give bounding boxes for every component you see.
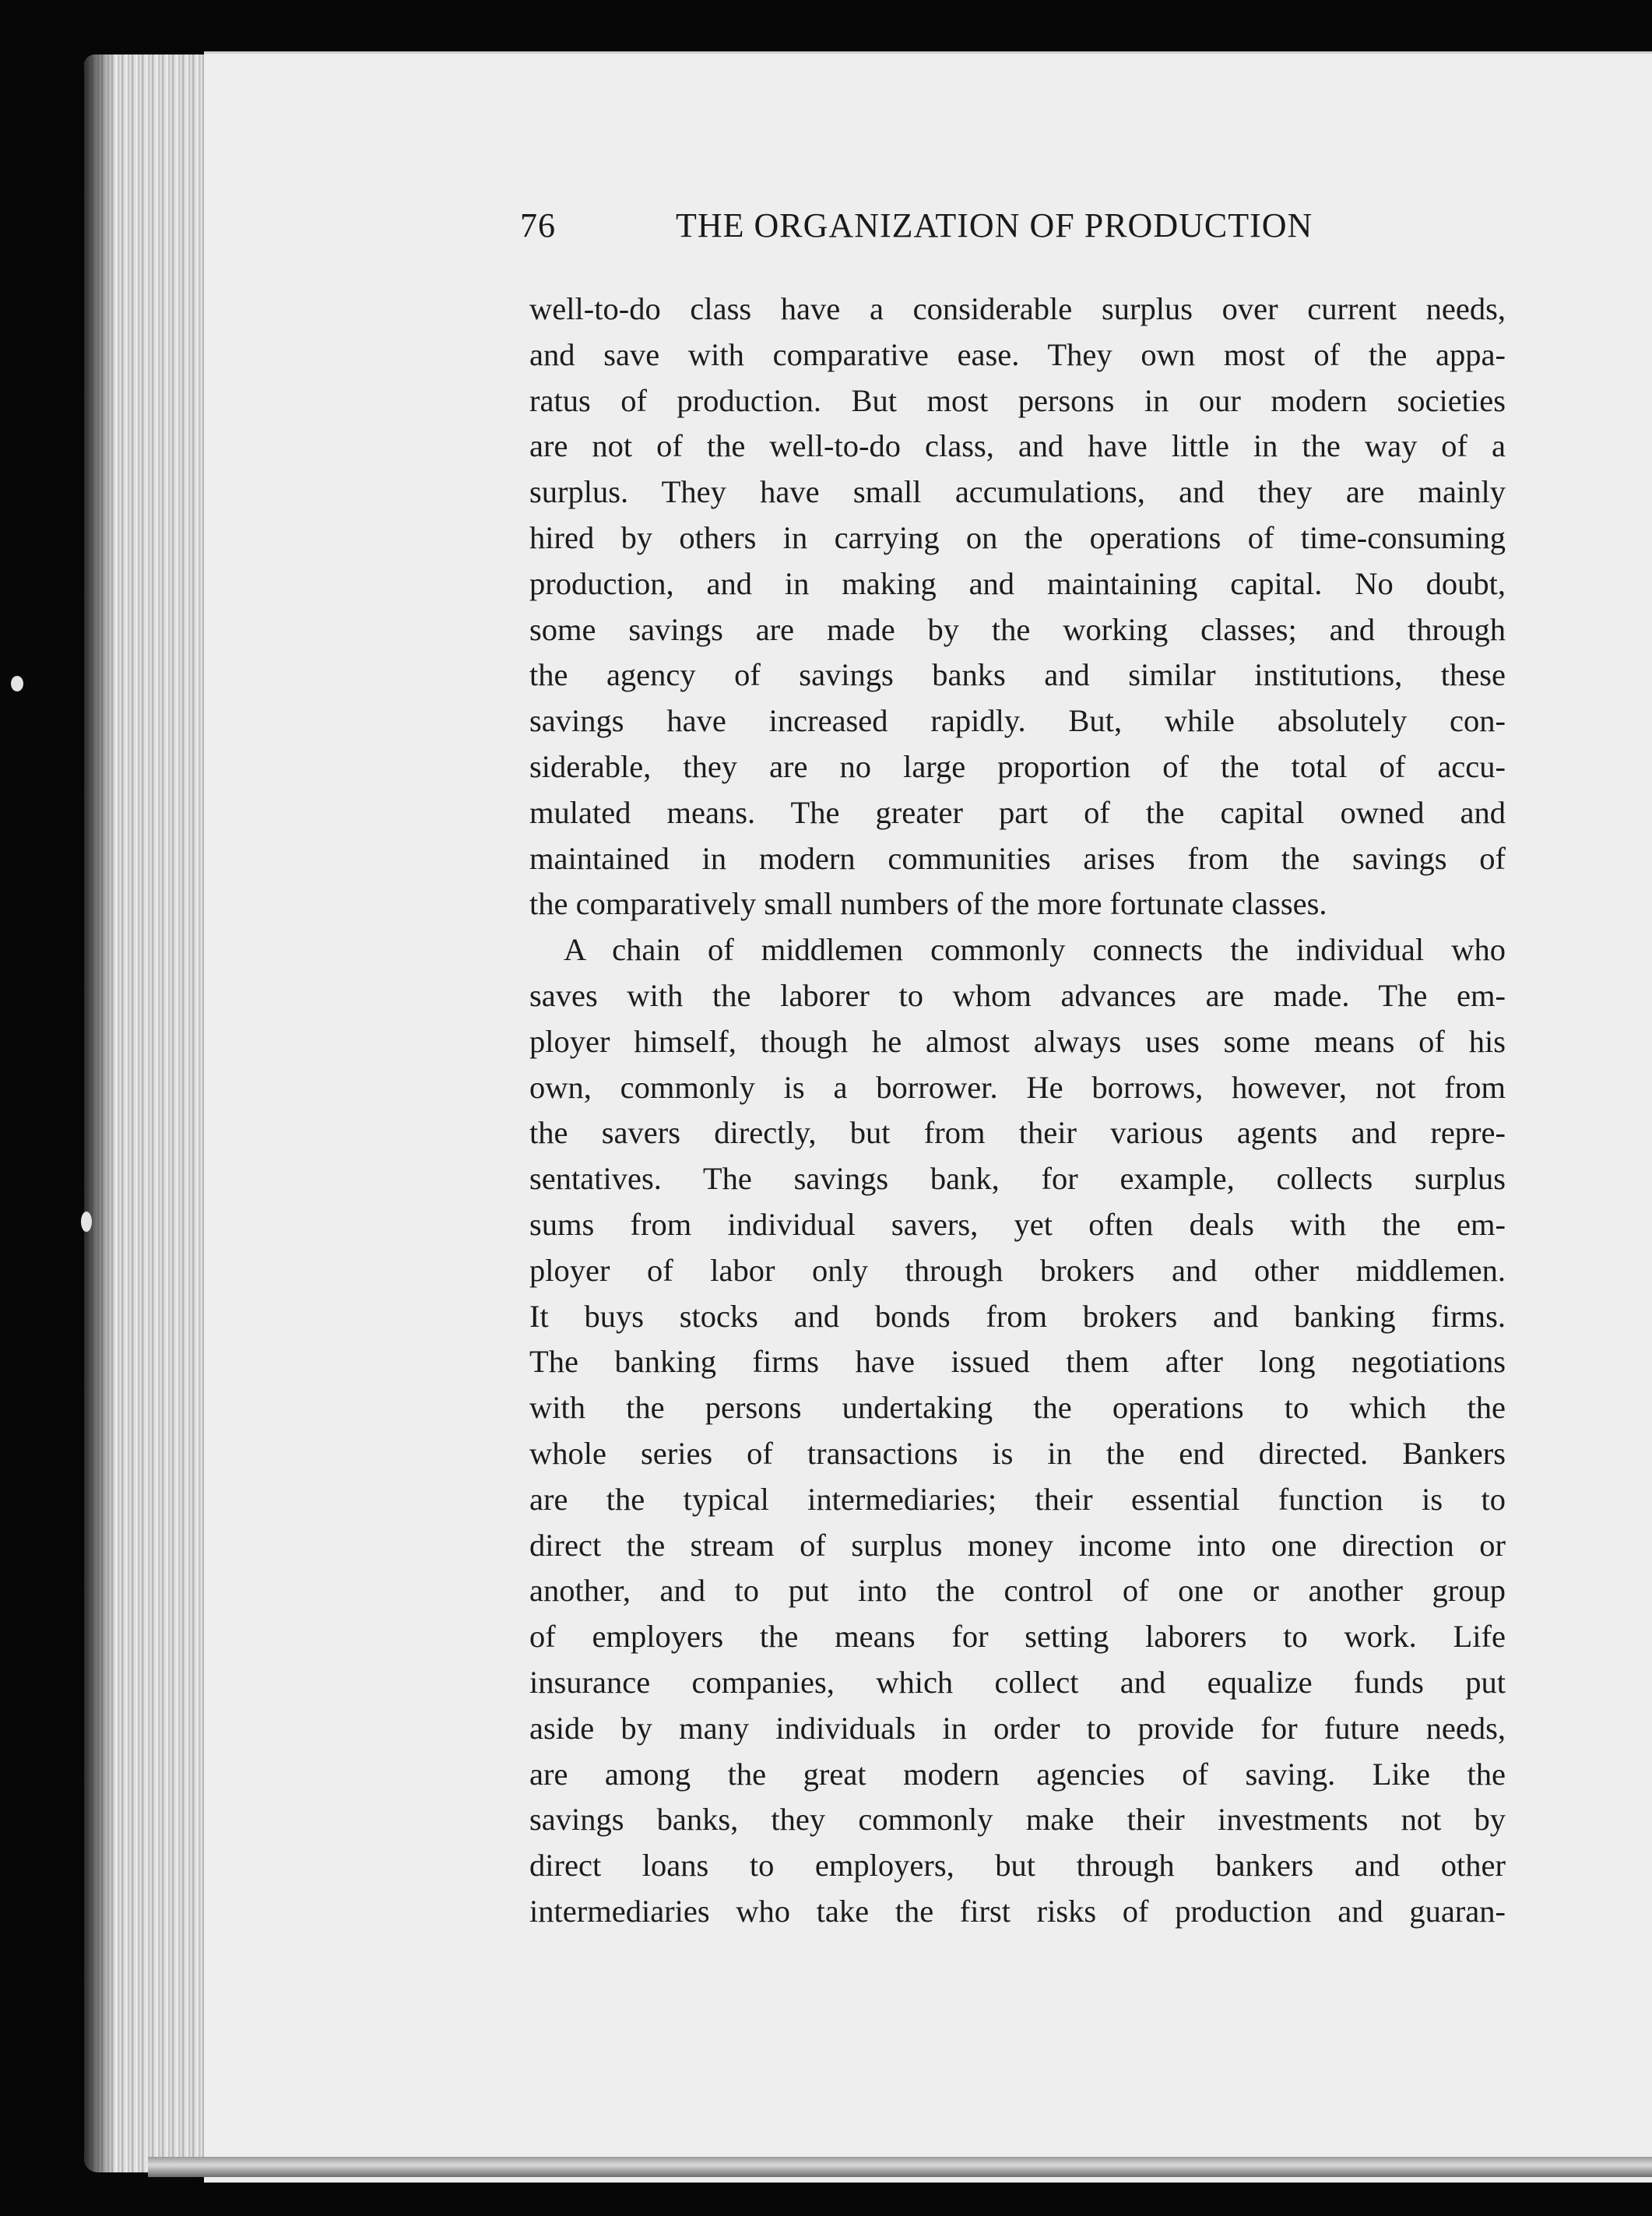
text-line: are the typical intermediaries; their essential function is to [529,1481,1506,1517]
text-line: intermediaries who take the first risks of production and guaran- [529,1893,1506,1929]
text-line: the savers directly, but from their various agents and repre- [529,1115,1506,1151]
text-line: sentatives. The savings bank, for example, collects surplus [529,1161,1506,1197]
running-head: THE ORGANIZATION OF PRODUCTION [676,206,1313,244]
text-line: own, commonly is a borrower. He borrows, however, not from [529,1069,1506,1105]
text-line: are not of the well-to-do class, and have little in the way of a [529,428,1506,464]
text-line: direct loans to employers, but through bankers and other [529,1848,1506,1884]
text-line: savings have increased rapidly. But, while absolutely con- [529,703,1506,739]
text-line: ratus of production. But most persons in our modern societies [529,382,1506,418]
text-line: ployer himself, though he almost always uses some means of his [529,1023,1506,1059]
text-line: sums from individual savers, yet often deals with the em- [529,1206,1506,1242]
body-text [529,287,1506,1935]
text-line: and save with comparative ease. They own most of the appa- [529,336,1506,372]
text-line: mulated means. The greater part of the capital owned and [529,794,1506,830]
text-line: insurance companies, which collect and equalize funds put [529,1664,1506,1700]
text-line: some savings are made by the working classes; and through [529,611,1506,647]
margin-speck [81,1212,92,1232]
text-line: the agency of savings banks and similar institutions, these [529,657,1506,693]
text-line: with the persons undertaking the operations to which the [529,1390,1506,1426]
text-line: The banking firms have issued them after long negotiations [529,1344,1506,1380]
text-line: maintained in modern communities arises from the savings of [529,840,1506,876]
margin-speck [11,676,23,691]
text-line: whole series of transactions is in the end directed. Bankers [529,1435,1506,1471]
text-line: production, and in making and maintaining capital. No doubt, [529,565,1506,601]
text-line: surplus. They have small accumulations, and they are mainly [529,474,1506,510]
fore-edge-shadow [84,55,115,2172]
text-line: It buys stocks and bonds from brokers and banking firms. [529,1298,1506,1334]
text-line: saves with the laborer to whom advances are made. The em- [529,977,1506,1013]
page-header [520,206,1345,260]
text-line: well-to-do class have a considerable surplus over current needs, [529,291,1506,326]
text-line: are among the great modern agencies of saving. Like the [529,1756,1506,1792]
text-line: ployer of labor only through brokers and other middlemen. [529,1252,1506,1288]
text-line: of employers the means for setting laborers to work. Life [529,1619,1506,1655]
page-bottom-edge [148,2157,1652,2177]
text-line: aside by many individuals in order to provide for future needs, [529,1710,1506,1746]
text-line: another, and to put into the control of one or another group [529,1573,1506,1609]
text-line: savings banks, they commonly make their investments not by [529,1802,1506,1838]
text-line: A chain of middlemen commonly connects the individual who [564,932,1506,968]
text-line: direct the stream of surplus money income into one direction or [529,1527,1506,1563]
text-line: hired by others in carrying on the operations of time-consuming [529,519,1506,555]
page-number: 76 [520,206,556,244]
text-line: siderable, they are no large proportion of the total of accu- [529,748,1506,784]
text-line: the comparatively small numbers of the more fortunate classes. [529,886,1327,922]
